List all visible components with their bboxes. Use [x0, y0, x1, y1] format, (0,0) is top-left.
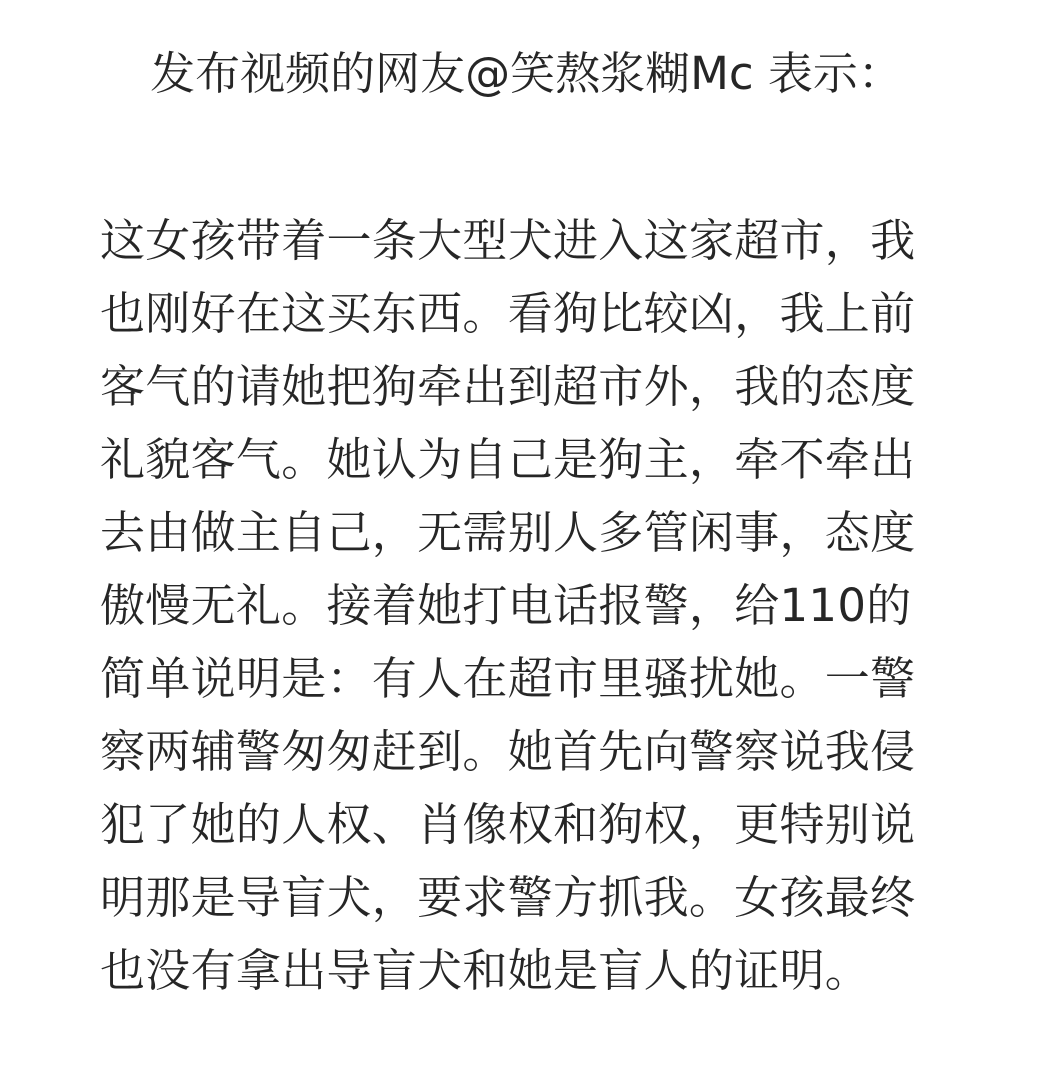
body-line: 察两辅警匆匆赶到。她首先向警察说我侵 [100, 725, 916, 778]
body-line: 简单说明是：有人在超市里骚扰她。一警 [100, 652, 916, 705]
body-line: 去由做主自己，无需别人多管闲事，态度 [100, 506, 916, 559]
body-line: 客气的请她把狗牵出到超市外，我的态度 [100, 360, 916, 413]
body-line: 明那是导盲犬，要求警方抓我。女孩最终 [100, 871, 916, 924]
body-line: 这女孩带着一条大型犬进入这家超市，我 [100, 214, 916, 267]
body-line: 傲慢无礼。接着她打电话报警，给110的 [100, 579, 912, 632]
body-line: 也刚好在这买东西。看狗比较凶，我上前 [100, 287, 916, 340]
body-line: 礼貌客气。她认为自己是狗主，牵不牵出 [100, 433, 916, 486]
body-line: 也没有拿出导盲犬和她是盲人的证明。 [100, 944, 871, 997]
post-heading: 发布视频的网友@笑熬浆糊Mc 表示： [150, 47, 903, 100]
post-body [100, 204, 980, 1007]
body-line: 犯了她的人权、肖像权和狗权，更特别说 [100, 798, 916, 851]
